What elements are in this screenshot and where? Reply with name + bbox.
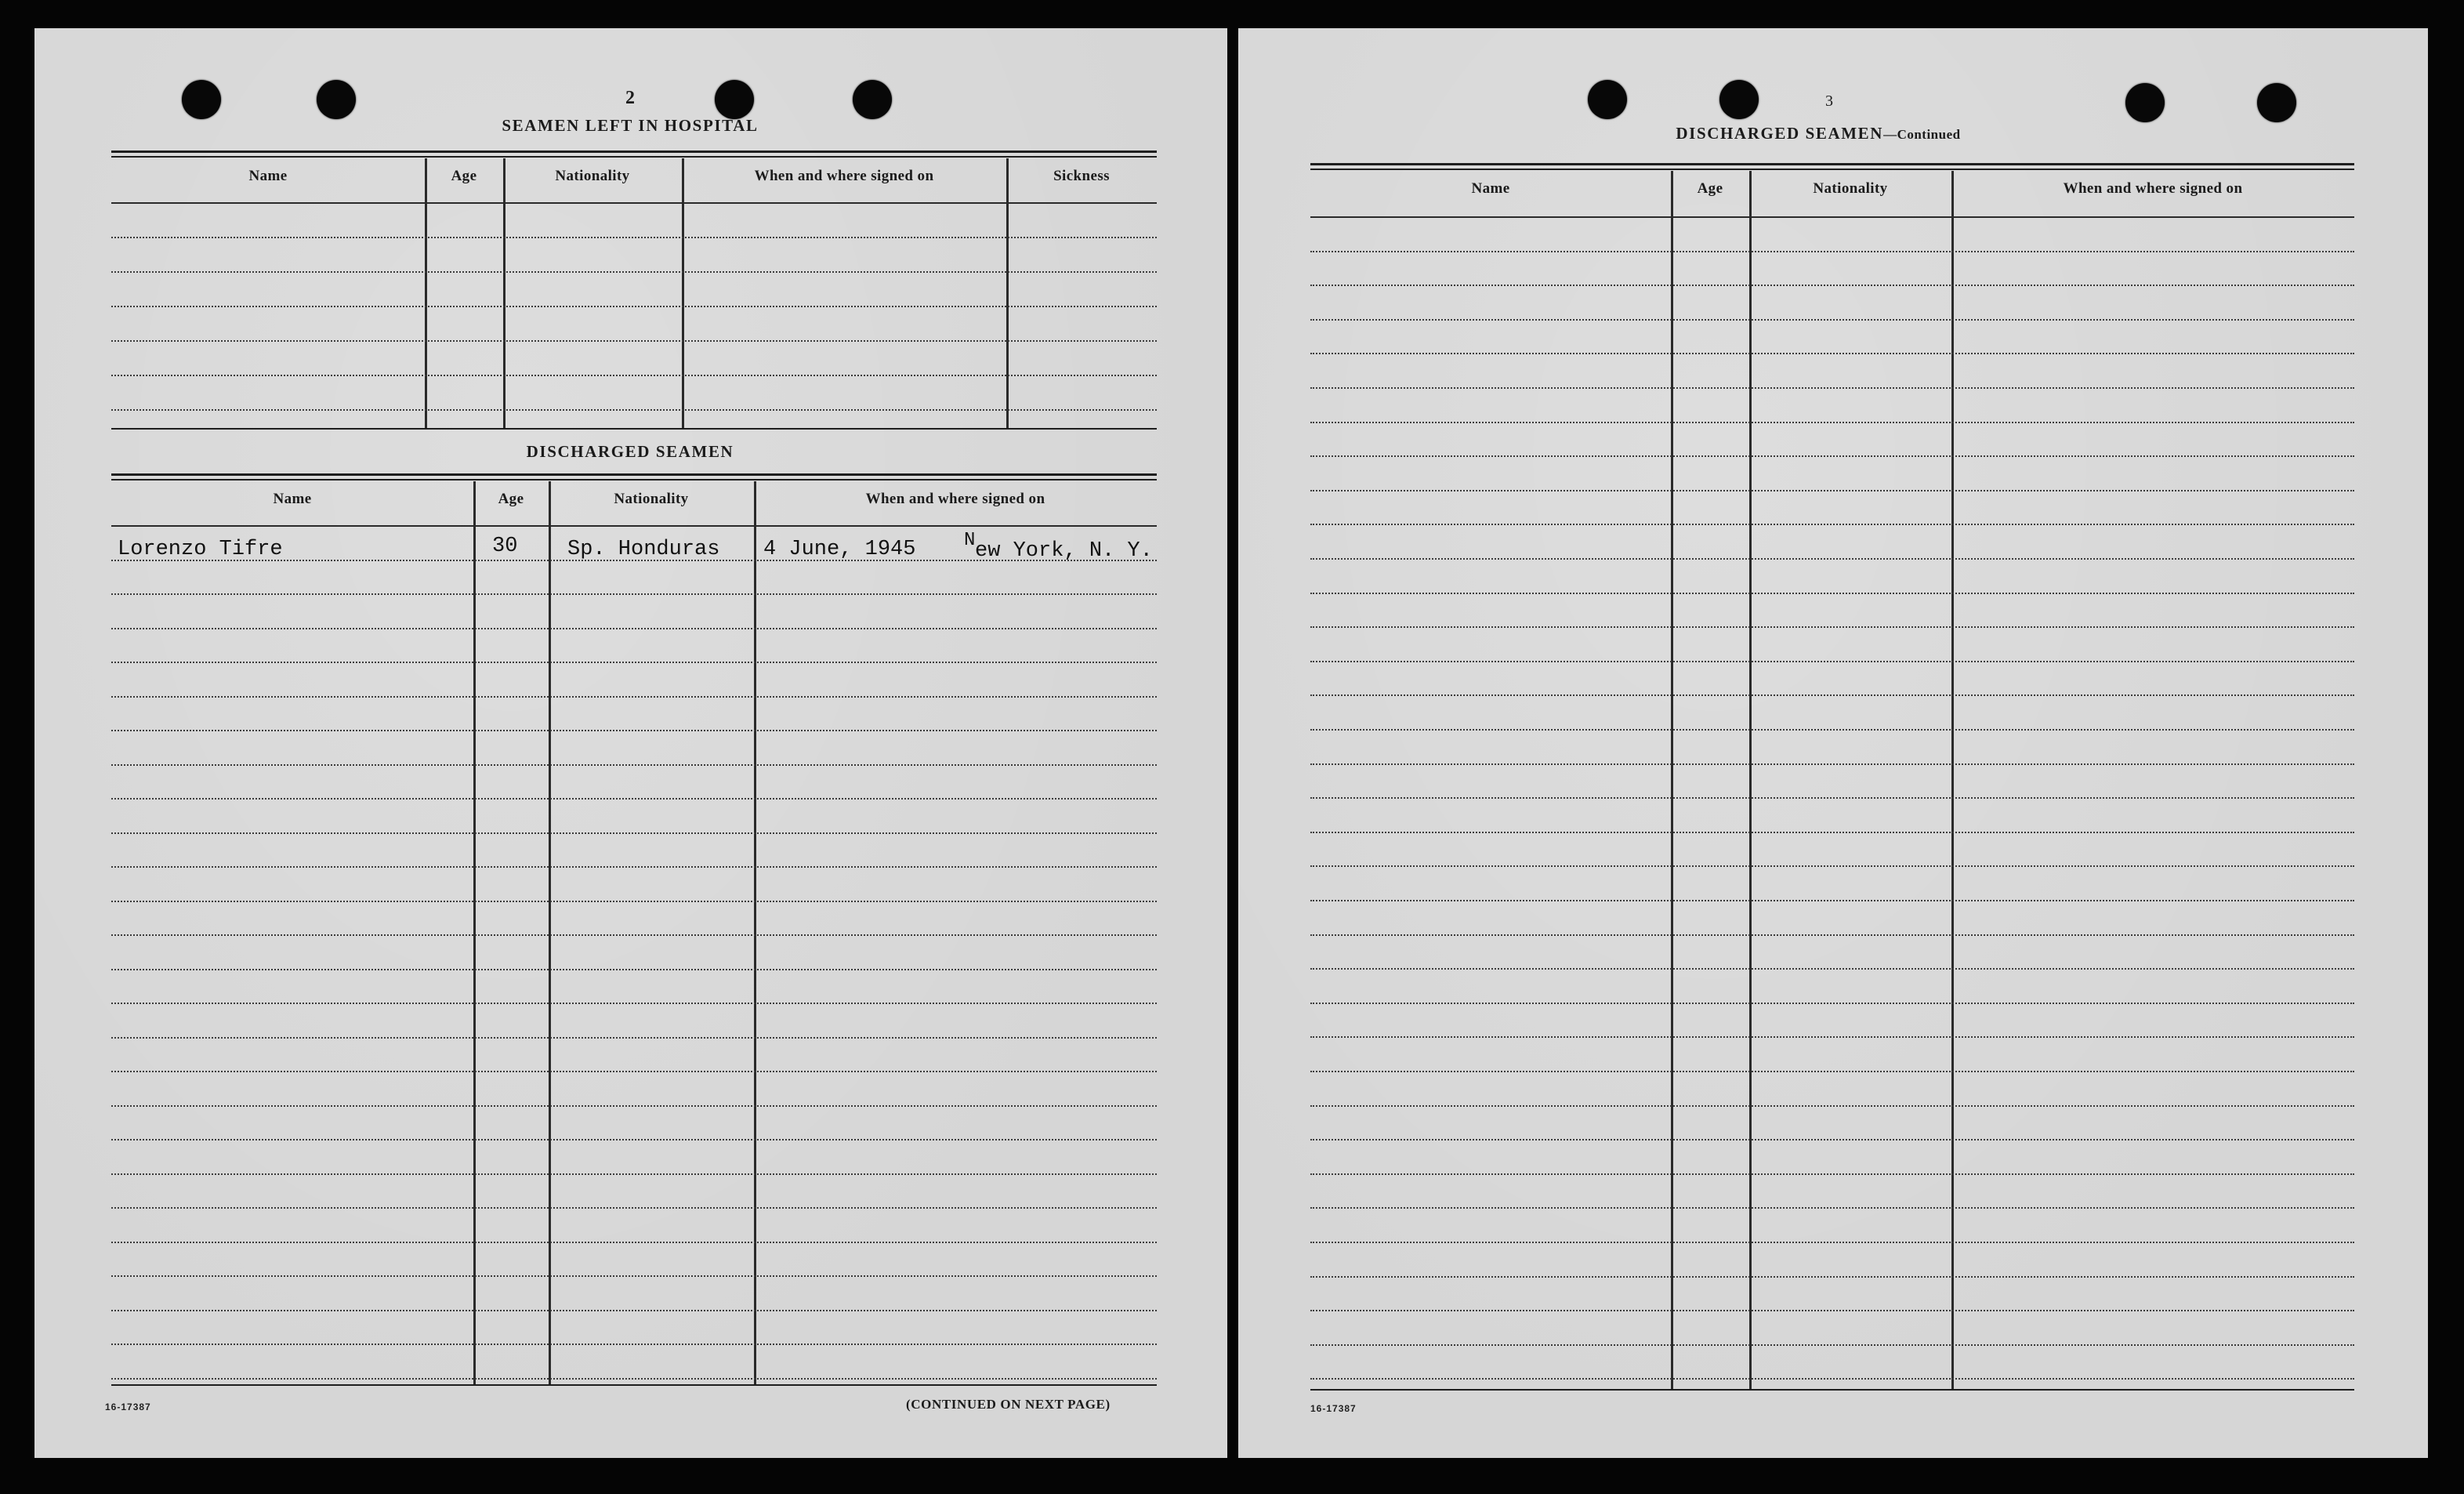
table-bottom-rule <box>111 428 1157 430</box>
ruled-line <box>111 409 1157 411</box>
hospital-section-title: SEAMEN LEFT IN HOSPITAL <box>502 116 759 135</box>
ruled-line <box>1310 1207 2354 1209</box>
ruled-line <box>111 1378 1157 1380</box>
ruled-line <box>1310 1003 2354 1004</box>
column-divider <box>549 481 551 1384</box>
column-divider <box>503 158 505 428</box>
form-number: 16-17387 <box>1310 1403 1357 1414</box>
ruled-line <box>1310 900 2354 901</box>
ruled-line <box>1310 763 2354 765</box>
column-header: Name <box>248 168 288 184</box>
ruled-line <box>111 696 1157 698</box>
column-header: Nationality <box>555 168 630 184</box>
left-page <box>34 28 1227 1458</box>
column-header: Nationality <box>614 491 689 507</box>
ruled-line <box>111 1173 1157 1175</box>
ruled-line <box>111 1207 1157 1209</box>
column-divider <box>682 158 684 428</box>
ruled-line <box>111 340 1157 342</box>
column-header: Age <box>451 168 477 184</box>
column-divider <box>754 481 756 1384</box>
right-page <box>1238 28 2428 1458</box>
page-number: 3 <box>1825 92 1833 110</box>
ruled-line <box>111 593 1157 595</box>
ruled-line <box>111 1344 1157 1345</box>
ruled-line <box>1310 285 2354 286</box>
seaman-nationality: Sp. Honduras <box>567 538 720 561</box>
ruled-line <box>1310 1242 2354 1243</box>
signed-on-date: 4 June, 1945 <box>763 538 916 561</box>
discharged-section-title: DISCHARGED SEAMEN <box>526 442 734 461</box>
ruled-line <box>1310 1276 2354 1278</box>
table-top-rule <box>1310 169 2354 170</box>
ruled-line <box>1310 626 2354 628</box>
punch-hole <box>1588 80 1627 119</box>
table-top-rule <box>111 156 1157 158</box>
continued-note: (CONTINUED ON NEXT PAGE) <box>906 1397 1111 1412</box>
signed-on-place: ew York, N. Y. <box>975 539 1153 563</box>
ruled-line <box>1310 1344 2354 1346</box>
ruled-line <box>1310 832 2354 833</box>
ruled-line <box>1310 524 2354 525</box>
table-top-rule <box>111 479 1157 480</box>
ruled-line <box>1310 353 2354 354</box>
punch-hole <box>853 80 892 119</box>
ruled-line <box>111 866 1157 868</box>
ruled-line <box>111 730 1157 731</box>
column-header: Sickness <box>1053 168 1110 184</box>
punch-hole <box>2257 83 2296 122</box>
column-divider <box>425 158 427 428</box>
ruled-line <box>111 798 1157 800</box>
column-header: When and where signed on <box>2063 180 2243 197</box>
ruled-line <box>1310 729 2354 731</box>
ruled-line <box>111 1071 1157 1072</box>
ruled-line <box>1310 593 2354 594</box>
ruled-line <box>111 271 1157 273</box>
ruled-line <box>1310 1071 2354 1072</box>
ruled-line <box>1310 422 2354 423</box>
ruled-line <box>111 1037 1157 1039</box>
ruled-line <box>1310 558 2354 560</box>
table-top-rule <box>111 150 1157 153</box>
section-title-text: DISCHARGED SEAMEN <box>1676 124 1884 143</box>
ruled-line <box>111 764 1157 766</box>
ruled-line <box>111 934 1157 936</box>
ruled-line <box>111 628 1157 629</box>
ruled-line <box>1310 865 2354 867</box>
ruled-line <box>1310 1036 2354 1038</box>
punch-hole <box>182 80 221 119</box>
continued-section-title <box>1614 124 2022 143</box>
signed-on-place-initial: N <box>964 530 976 551</box>
seaman-age: 30 <box>492 535 518 558</box>
table-bottom-rule <box>1310 1389 2354 1391</box>
ruled-line <box>111 375 1157 376</box>
ruled-line <box>111 832 1157 834</box>
ruled-line <box>111 901 1157 902</box>
ruled-line <box>1310 1173 2354 1175</box>
punch-hole <box>1719 80 1759 119</box>
ruled-line <box>111 1242 1157 1243</box>
ruled-line <box>1310 319 2354 321</box>
column-header: Name <box>1471 180 1510 197</box>
column-divider <box>1006 158 1009 428</box>
ruled-line <box>1310 455 2354 457</box>
punch-hole <box>715 80 754 119</box>
table-top-rule <box>111 473 1157 476</box>
ruled-line <box>1310 387 2354 389</box>
column-header: Nationality <box>1813 180 1888 197</box>
ruled-line <box>1310 661 2354 662</box>
punch-hole <box>2125 83 2165 122</box>
ruled-line <box>1310 1139 2354 1140</box>
ruled-line <box>1310 797 2354 799</box>
ruled-line <box>111 1275 1157 1277</box>
ruled-line <box>111 1139 1157 1140</box>
column-divider <box>473 481 476 1384</box>
ruled-line <box>111 1310 1157 1311</box>
table-bottom-rule <box>111 1384 1157 1386</box>
table-top-rule <box>1310 163 2354 165</box>
column-header: When and where signed on <box>865 491 1045 507</box>
ruled-line <box>1310 1105 2354 1107</box>
header-underline <box>111 202 1157 204</box>
ruled-line <box>111 969 1157 970</box>
ruled-line <box>111 662 1157 663</box>
column-header: When and where signed on <box>754 168 934 184</box>
ruled-line <box>111 306 1157 307</box>
ruled-line <box>111 237 1157 238</box>
section-title-suffix: —Continued <box>1883 127 1961 142</box>
ruled-line <box>1310 490 2354 491</box>
ruled-line <box>1310 934 2354 936</box>
seaman-name: Lorenzo Tifre <box>118 538 283 561</box>
punch-hole <box>317 80 356 119</box>
column-header: Name <box>273 491 312 507</box>
header-underline <box>111 525 1157 527</box>
column-header: Age <box>1697 180 1723 197</box>
form-number: 16-17387 <box>105 1402 151 1412</box>
ruled-line <box>1310 968 2354 970</box>
ruled-line <box>111 1105 1157 1107</box>
ruled-line <box>1310 251 2354 252</box>
ruled-line <box>1310 1378 2354 1380</box>
ruled-line <box>1310 1310 2354 1311</box>
ruled-line <box>111 1003 1157 1004</box>
header-underline <box>1310 216 2354 218</box>
column-header: Age <box>498 491 524 507</box>
ruled-line <box>1310 694 2354 696</box>
page-number: 2 <box>625 88 635 108</box>
